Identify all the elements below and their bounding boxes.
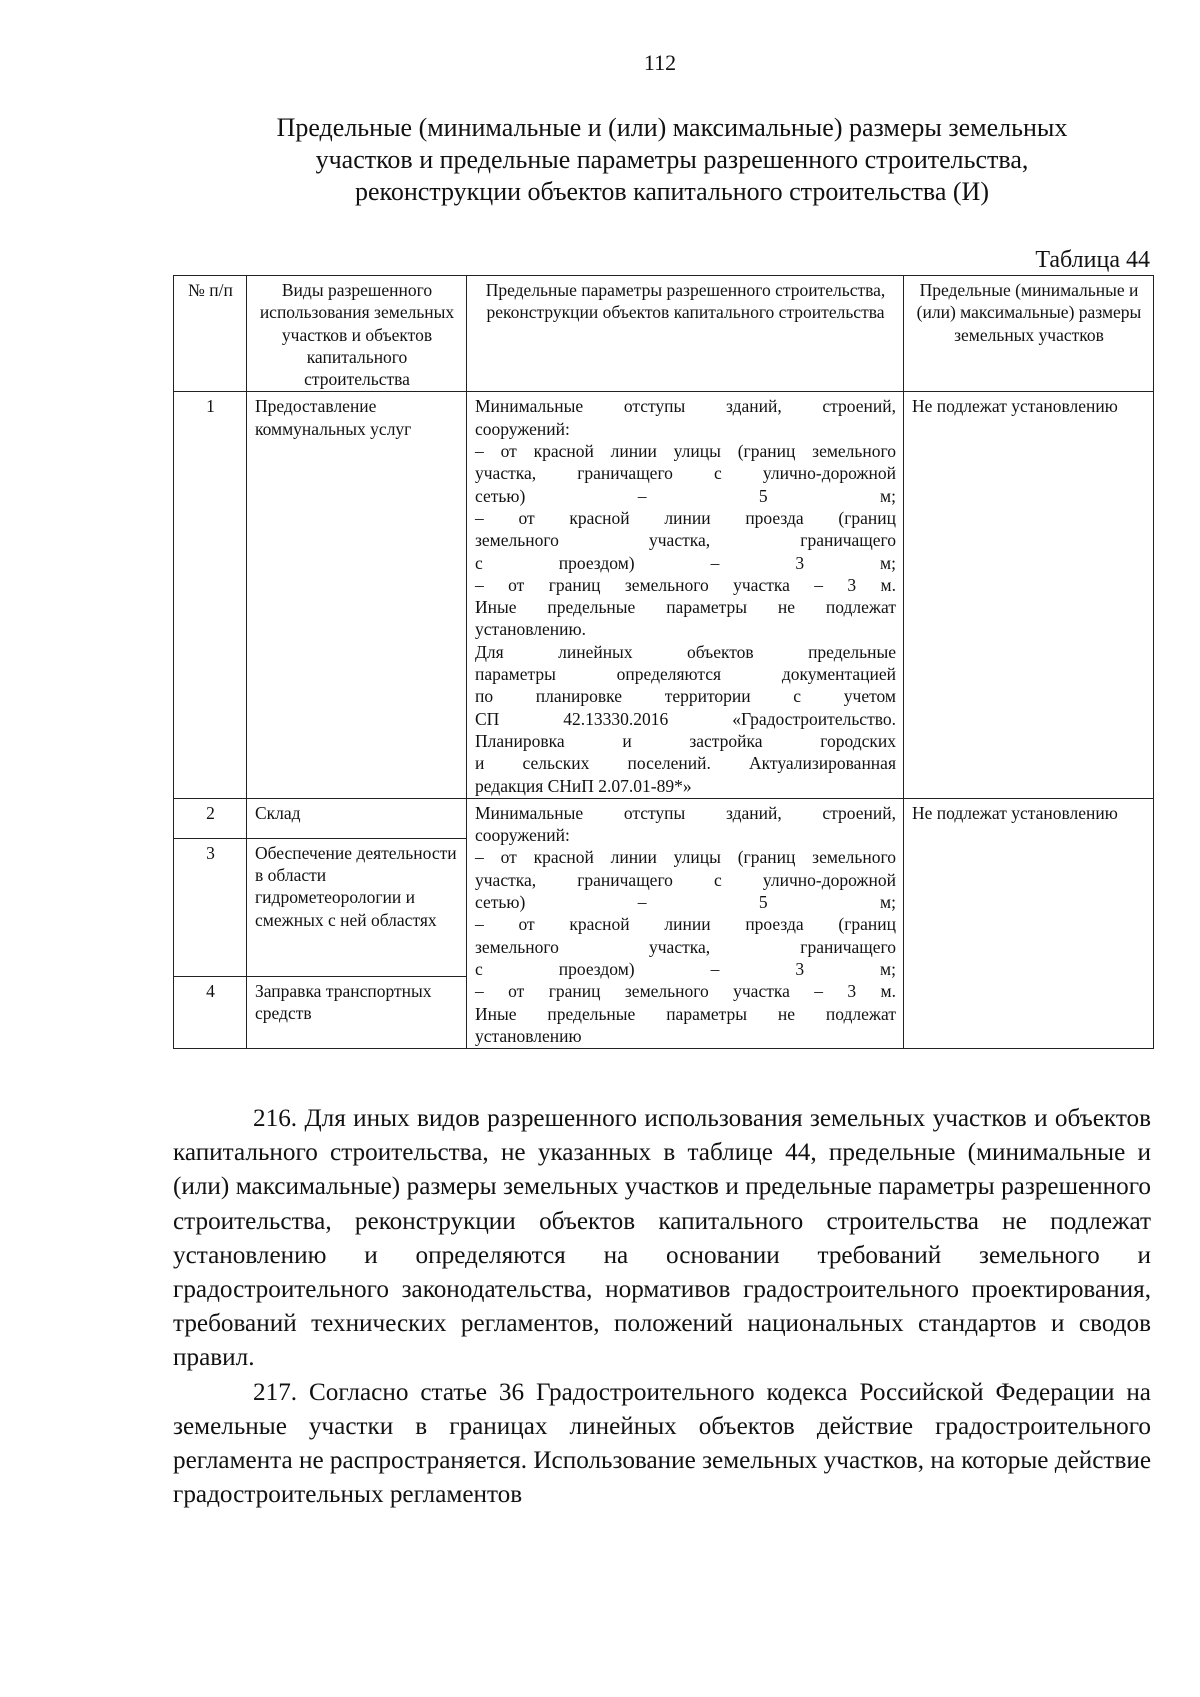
row-number: 3	[174, 838, 247, 976]
table-header-row	[174, 276, 1154, 392]
title-line: участков и предельные параметры разрешенного строительства,	[315, 145, 1029, 174]
parameter-line: Для линейных объектов предельные	[475, 641, 896, 662]
paragraph-217: 217. Согласно статье 36 Градостроительного кодекса Российской Федерации на земельные участки в границах линейных объектов действие градостроительного регламента не распространяется. Использование земельных участков, на которые действие градостроительных регламентов	[173, 1378, 1151, 1509]
row-parameters	[467, 392, 904, 798]
parameter-line: с проездом) – 3 м;	[475, 552, 896, 573]
table-caption: Таблица 44	[1035, 247, 1150, 273]
parameter-line: участка, граничащего с улично-дорожной	[475, 869, 896, 890]
header-parameters: Предельные параметры разрешенного строительства, реконструкции объектов капитального строительства	[467, 276, 904, 392]
parameter-line: сооружений:	[475, 825, 570, 846]
parameter-line: редакция СНиП 2.07.01-89*»	[475, 775, 692, 796]
row-number: 1	[174, 392, 247, 798]
row-plot-sizes: Не подлежат установлению	[904, 798, 1154, 1048]
parameter-line: установлению	[475, 1025, 582, 1046]
header-number: № п/п	[174, 276, 247, 392]
parameter-line: сооружений:	[475, 418, 570, 439]
parameter-line: сетью) – 5 м;	[475, 485, 896, 506]
row-number: 2	[174, 798, 247, 838]
parameter-line: и сельских поселений. Актуализированная	[475, 753, 896, 774]
parameter-line: – от красной линии улицы (границ земельного	[475, 847, 896, 868]
table-row	[174, 392, 1154, 798]
row-use-type: Обеспечение деятельности в области гидрометеорологии и смежных с ней областях	[247, 838, 467, 976]
parameter-line: – от границ земельного участка – 3 м.	[475, 574, 896, 595]
body-text	[173, 1102, 1151, 1512]
parameter-line: земельного участка, граничащего	[475, 530, 896, 551]
row-use-type: Предоставление коммунальных услуг	[247, 392, 467, 798]
parameter-line: Иные предельные параметры не подлежат	[475, 1003, 896, 1024]
parameter-line: Минимальные отступы зданий, строений,	[475, 396, 896, 417]
parameter-line: – от красной линии проезда (границ	[475, 507, 896, 528]
row-use-type: Склад	[247, 798, 467, 838]
paragraph-216: 216. Для иных видов разрешенного использования земельных участков и объектов капитального строительства, не указанных в таблице 44, предельные (минимальные и (или) максимальные) размеры земельных участков и предельные параметры разрешенного строительства, реконструкции объектов капитального строительства не подлежат установлению и определяются на основании требований земельного и градостроительного законодательства, нормативов градостроительного проектирования, требований технических регламентов, положений национальных стандартов и сводов правил.	[173, 1105, 1151, 1372]
parameter-line: земельного участка, граничащего	[475, 936, 896, 957]
parameter-line: параметры определяются документацией	[475, 664, 896, 685]
parameter-line: Минимальные отступы зданий, строений,	[475, 802, 896, 823]
parameter-line: Иные предельные параметры не подлежат	[475, 597, 896, 618]
parameter-line: – от границ земельного участка – 3 м.	[475, 981, 896, 1002]
row-use-type: Заправка транспортных средств	[247, 976, 467, 1049]
parameter-line: Планировка и застройка городских	[475, 730, 896, 751]
row-number: 4	[174, 976, 247, 1049]
row-plot-sizes: Не подлежат установлению	[904, 392, 1154, 798]
document-title	[172, 112, 1172, 208]
row-parameters	[467, 798, 904, 1048]
parameter-line: участка, граничащего с улично-дорожной	[475, 463, 896, 484]
parameter-line: сетью) – 5 м;	[475, 892, 896, 913]
page-number: 112	[643, 50, 677, 75]
title-line: реконструкции объектов капитального строительства (И)	[355, 177, 989, 206]
parameter-line: – от красной линии проезда (границ	[475, 914, 896, 935]
title-line: Предельные (минимальные и (или) максимальные) размеры земельных	[276, 113, 1068, 142]
parameter-line: с проездом) – 3 м;	[475, 958, 896, 979]
parameter-line: СП 42.13330.2016 «Градостроительство.	[475, 708, 896, 729]
parameters-table	[173, 275, 1154, 1049]
parameter-line: – от красной линии улицы (границ земельного	[475, 441, 896, 462]
parameter-line: по планировке территории с учетом	[475, 686, 896, 707]
table-row	[174, 798, 1154, 838]
header-use-type: Виды разрешенного использования земельных участков и объектов капитального строительства	[247, 276, 467, 392]
parameter-line: установлению.	[475, 619, 586, 640]
header-plot-sizes: Предельные (минимальные и (или) максимальные) размеры земельных участков	[904, 276, 1154, 392]
